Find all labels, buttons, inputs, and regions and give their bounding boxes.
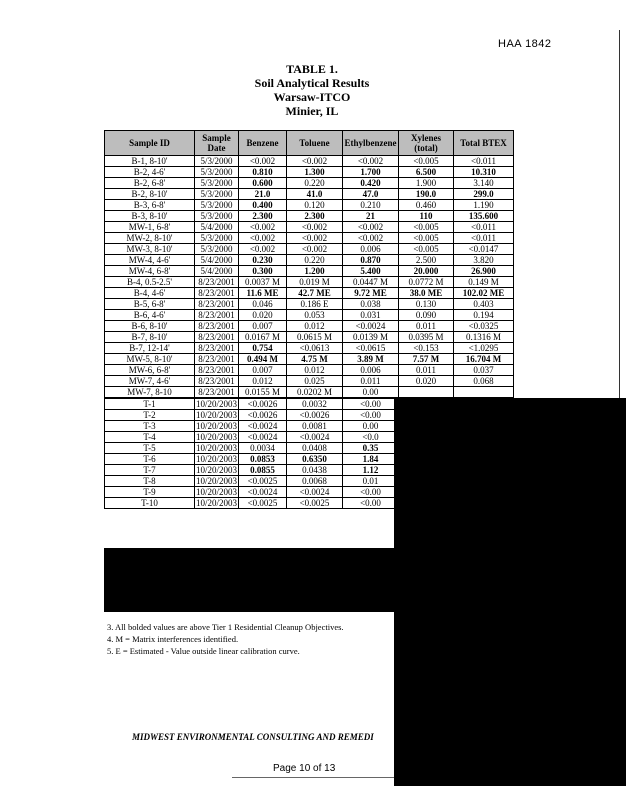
table-row xyxy=(105,365,514,376)
redaction-block-large xyxy=(394,398,626,786)
cell-sample-date: 8/23/2001 xyxy=(195,354,239,365)
cell-toluene: 0.0408 xyxy=(287,443,343,454)
cell-total-btex: 135.600 xyxy=(454,211,514,222)
cell-benzene: <0.0025 xyxy=(239,476,287,487)
cell-toluene: 0.012 xyxy=(287,321,343,332)
cell-sample-id: T-5 xyxy=(105,443,195,454)
cell-benzene: 0.754 xyxy=(239,343,287,354)
cell-sample-id: B-1, 8-10' xyxy=(105,156,195,167)
cell-sample-date: 10/20/2003 xyxy=(196,476,238,486)
cell-toluene: 0.0202 M xyxy=(287,387,343,399)
cell-sample-id: T-8 xyxy=(105,476,195,487)
cell-sample-date: 10/20/2003 xyxy=(196,432,238,442)
site-location: Minier, IL xyxy=(285,104,339,118)
cell-ethylbenzene: 3.89 M xyxy=(343,354,399,365)
note-3: 3. All bolded values are above Tier 1 Residential Cleanup Objectives. xyxy=(107,622,344,632)
table-row xyxy=(105,200,514,211)
cell-benzene: <0.002 xyxy=(239,244,287,255)
table-row xyxy=(105,376,514,387)
cell-total-btex: 102.02 ME xyxy=(454,288,514,299)
cell-total-btex: 0.1316 M xyxy=(454,332,514,343)
cell-xylenes: 0.460 xyxy=(399,200,454,211)
header-benzene: Benzene xyxy=(239,131,287,156)
cell-xylenes: <0.153 xyxy=(399,343,454,354)
cell-benzene: 0.230 xyxy=(239,255,287,266)
cell-xylenes: 1.900 xyxy=(399,178,454,189)
cell-toluene: <0.0025 xyxy=(287,498,343,509)
cell-toluene: 1.200 xyxy=(287,266,343,277)
table-header-row xyxy=(105,131,514,156)
cell-total-btex: <0.011 xyxy=(454,156,514,167)
cell-benzene: 0.0167 M xyxy=(239,332,287,343)
cell-benzene: <0.0024 xyxy=(239,487,287,498)
cell-total-btex: 0.194 xyxy=(454,310,514,321)
cell-toluene: 0.6350 xyxy=(287,454,343,465)
cell-benzene: 0.400 xyxy=(239,200,287,211)
cell-xylenes: 0.090 xyxy=(399,310,454,321)
cell-total-btex: 0.068 xyxy=(454,376,514,387)
cell-total-btex: <0.011 xyxy=(454,233,514,244)
table-row xyxy=(105,178,514,189)
cell-sample-date: 5/3/2000 xyxy=(195,211,239,222)
cell-xylenes: 2.500 xyxy=(399,255,454,266)
cell-benzene: <0.0026 xyxy=(239,398,287,410)
cell-ethylbenzene: 21 xyxy=(343,211,399,222)
cell-sample-date: 5/3/2000 xyxy=(195,167,239,178)
cell-xylenes: 0.130 xyxy=(399,299,454,310)
table-row xyxy=(105,189,514,200)
footer-company-name: MIDWEST ENVIRONMENTAL CONSULTING AND REMEDI xyxy=(132,732,374,742)
header-sample-id: Sample ID xyxy=(105,131,195,156)
cell-benzene: <0.0024 xyxy=(239,432,287,443)
header-toluene: Toluene xyxy=(287,131,343,156)
cell-benzene: 0.0155 M xyxy=(239,387,287,399)
cell-ethylbenzene: <0.002 xyxy=(343,156,399,167)
cell-sample-id: MW-5, 8-10' xyxy=(105,354,195,365)
cell-sample-date: 10/20/2003 xyxy=(196,399,238,409)
cell-benzene: 21.0 xyxy=(239,189,287,200)
cell-sample-date: 8/23/2001 xyxy=(195,288,239,299)
cell-toluene: 0.120 xyxy=(287,200,343,211)
cell-sample-date: 10/20/2003 xyxy=(196,410,238,420)
cell-sample-id: MW-1, 6-8' xyxy=(105,222,195,233)
cell-total-btex: <1.0295 xyxy=(454,343,514,354)
table-row xyxy=(105,255,514,266)
table-row xyxy=(105,233,514,244)
cell-sample-date: 5/3/2000 xyxy=(195,233,239,244)
cell-toluene: 0.0068 xyxy=(287,476,343,487)
cell-benzene: 0.0853 xyxy=(239,454,287,465)
cell-sample-id: T-4 xyxy=(105,432,195,443)
cell-toluene: 4.75 M xyxy=(287,354,343,365)
cell-sample-date: 5/4/2000 xyxy=(195,266,239,277)
cell-xylenes: 0.020 xyxy=(399,376,454,387)
cell-benzene: 0.600 xyxy=(239,178,287,189)
cell-ethylbenzene: <0.0024 xyxy=(343,321,399,332)
table-row xyxy=(105,299,514,310)
cell-ethylbenzene: <0.0 xyxy=(343,432,399,443)
cell-ethylbenzene: <0.00 xyxy=(343,398,399,410)
header-xylenes: Xylenes (total) xyxy=(399,131,454,156)
cell-toluene: 0.0438 xyxy=(287,465,343,476)
cell-ethylbenzene: <0.00 xyxy=(343,487,399,498)
cell-benzene: 0.0037 M xyxy=(239,277,287,288)
cell-toluene: 0.025 xyxy=(287,376,343,387)
cell-total-btex: <0.0147 xyxy=(454,244,514,255)
cell-ethylbenzene: 0.031 xyxy=(343,310,399,321)
cell-sample-date: 10/20/2003 xyxy=(196,421,238,431)
cell-ethylbenzene: 0.00 xyxy=(343,421,399,432)
table-row xyxy=(105,244,514,255)
cell-sample-id: MW-4, 4-6' xyxy=(105,255,195,266)
cell-sample-date: 8/23/2001 xyxy=(195,321,239,332)
cell-sample-date: 5/4/2000 xyxy=(195,255,239,266)
cell-total-btex: 0.149 M xyxy=(454,277,514,288)
cell-ethylbenzene: 0.011 xyxy=(343,376,399,387)
cell-sample-date: 10/20/2003 xyxy=(196,443,238,453)
cell-sample-id: B-2, 6-8' xyxy=(105,178,195,189)
cell-xylenes: 0.011 xyxy=(399,321,454,332)
cell-ethylbenzene: <0.002 xyxy=(343,233,399,244)
cell-toluene: <0.002 xyxy=(287,156,343,167)
cell-sample-id: B-6, 8-10' xyxy=(105,321,195,332)
cell-sample-date: 10/20/2003 xyxy=(196,498,238,508)
cell-ethylbenzene: <0.002 xyxy=(343,222,399,233)
table-title: Soil Analytical Results xyxy=(254,76,370,90)
cell-toluene: 0.186 E xyxy=(287,299,343,310)
cell-total-btex: 10.310 xyxy=(454,167,514,178)
cell-xylenes: 190.0 xyxy=(399,189,454,200)
cell-ethylbenzene: 0.006 xyxy=(343,244,399,255)
cell-total-btex: <0.0325 xyxy=(454,321,514,332)
cell-sample-id: MW-7, 8-10 xyxy=(105,387,195,399)
cell-ethylbenzene: 0.0447 M xyxy=(343,277,399,288)
cell-sample-id: B-7, 12-14' xyxy=(105,343,195,354)
cell-sample-id: T-2 xyxy=(105,410,195,421)
cell-sample-id: B-7, 8-10' xyxy=(105,332,195,343)
cell-total-btex: 0.037 xyxy=(454,365,514,376)
table-row xyxy=(105,332,514,343)
cell-ethylbenzene: 0.420 xyxy=(343,178,399,189)
cell-xylenes xyxy=(399,387,454,399)
cell-ethylbenzene: 1.700 xyxy=(343,167,399,178)
cell-toluene: 0.012 xyxy=(287,365,343,376)
cell-total-btex: 26.900 xyxy=(454,266,514,277)
note-4: 4. M = Matrix interferences identified. xyxy=(107,634,239,644)
cell-ethylbenzene: 0.35 xyxy=(343,443,399,454)
cell-xylenes: 20.000 xyxy=(399,266,454,277)
cell-sample-id: MW-3, 8-10' xyxy=(105,244,195,255)
header-ethylbenzene: Ethylbenzene xyxy=(343,131,399,156)
document-id: HAA 1842 xyxy=(498,38,552,50)
cell-benzene: 0.0855 xyxy=(239,465,287,476)
cell-benzene: 0.007 xyxy=(239,365,287,376)
cell-toluene: 0.0032 xyxy=(287,398,343,410)
cell-toluene: 0.0615 M xyxy=(287,332,343,343)
cell-sample-date: 8/23/2001 xyxy=(195,376,239,387)
table-row xyxy=(105,343,514,354)
note-5: 5. E = Estimated - Value outside linear calibration curve. xyxy=(107,646,300,656)
cell-toluene: 2.300 xyxy=(287,211,343,222)
cell-toluene: <0.002 xyxy=(287,222,343,233)
cell-benzene: 2.300 xyxy=(239,211,287,222)
cell-ethylbenzene: 0.01 xyxy=(343,476,399,487)
cell-toluene: 41.0 xyxy=(287,189,343,200)
cell-sample-date: 5/3/2000 xyxy=(195,244,239,255)
cell-sample-date: 8/23/2001 xyxy=(195,387,239,399)
cell-sample-date: 8/23/2001 xyxy=(195,277,239,288)
cell-xylenes: 6.500 xyxy=(399,167,454,178)
cell-xylenes: 38.0 ME xyxy=(399,288,454,299)
cell-total-btex: 16.704 M xyxy=(454,354,514,365)
cell-sample-date: 8/23/2001 xyxy=(195,299,239,310)
cell-sample-id: T-10 xyxy=(105,498,195,509)
table-row xyxy=(105,277,514,288)
cell-xylenes: 0.011 xyxy=(399,365,454,376)
cell-benzene: 0.810 xyxy=(239,167,287,178)
cell-toluene: 0.019 M xyxy=(287,277,343,288)
cell-total-btex: 0.403 xyxy=(454,299,514,310)
site-name: Warsaw-ITCO xyxy=(273,90,351,104)
cell-benzene: <0.0026 xyxy=(239,410,287,421)
table-row xyxy=(105,321,514,332)
cell-sample-id: B-3, 6-8' xyxy=(105,200,195,211)
cell-ethylbenzene: 0.870 xyxy=(343,255,399,266)
cell-ethylbenzene: 1.12 xyxy=(343,465,399,476)
cell-ethylbenzene: 0.038 xyxy=(343,299,399,310)
cell-xylenes: 110 xyxy=(399,211,454,222)
cell-sample-id: T-3 xyxy=(105,421,195,432)
cell-benzene: 0.012 xyxy=(239,376,287,387)
cell-xylenes: <0.005 xyxy=(399,222,454,233)
cell-sample-date: 5/3/2000 xyxy=(195,200,239,211)
cell-sample-id: MW-6, 6-8' xyxy=(105,365,195,376)
cell-total-btex: 1.190 xyxy=(454,200,514,211)
cell-toluene: 0.0081 xyxy=(287,421,343,432)
cell-sample-date: 8/23/2001 xyxy=(195,310,239,321)
cell-toluene: <0.0026 xyxy=(287,410,343,421)
cell-total-btex: 3.820 xyxy=(454,255,514,266)
cell-benzene: <0.002 xyxy=(239,156,287,167)
cell-sample-date: 5/3/2000 xyxy=(195,189,239,200)
cell-total-btex: <0.011 xyxy=(454,222,514,233)
cell-sample-id: B-4, 0.5-2.5' xyxy=(105,277,195,288)
cell-toluene: <0.0024 xyxy=(287,432,343,443)
cell-toluene: <0.002 xyxy=(287,233,343,244)
cell-ethylbenzene: 47.0 xyxy=(343,189,399,200)
cell-sample-id: MW-4, 6-8' xyxy=(105,266,195,277)
table-row xyxy=(105,222,514,233)
table-notes xyxy=(107,621,344,657)
table-number: TABLE 1. xyxy=(286,62,338,76)
table-row xyxy=(105,211,514,222)
page-number: Page 10 of 13 xyxy=(273,763,336,774)
cell-total-btex: 3.140 xyxy=(454,178,514,189)
cell-sample-date: 10/20/2003 xyxy=(196,465,238,475)
cell-ethylbenzene: 1.84 xyxy=(343,454,399,465)
cell-xylenes: 0.0395 M xyxy=(399,332,454,343)
cell-sample-id: B-2, 4-6' xyxy=(105,167,195,178)
cell-benzene: 0.300 xyxy=(239,266,287,277)
cell-xylenes: <0.005 xyxy=(399,156,454,167)
cell-sample-id: T-6 xyxy=(105,454,195,465)
cell-toluene: 0.220 xyxy=(287,255,343,266)
cell-sample-id: T-1 xyxy=(105,398,195,410)
cell-sample-id: MW-7, 4-6' xyxy=(105,376,195,387)
cell-total-btex: 299.0 xyxy=(454,189,514,200)
cell-sample-date: 10/20/2003 xyxy=(196,487,238,497)
cell-sample-id: T-9 xyxy=(105,487,195,498)
cell-toluene: 42.7 ME xyxy=(287,288,343,299)
cell-ethylbenzene: <0.00 xyxy=(343,410,399,421)
cell-ethylbenzene: 9.72 ME xyxy=(343,288,399,299)
cell-ethylbenzene: 0.210 xyxy=(343,200,399,211)
cell-sample-date: 5/3/2000 xyxy=(195,156,239,167)
cell-ethylbenzene: 5.400 xyxy=(343,266,399,277)
cell-ethylbenzene: <0.0615 xyxy=(343,343,399,354)
cell-xylenes: <0.005 xyxy=(399,244,454,255)
cell-xylenes: 0.0772 M xyxy=(399,277,454,288)
cell-xylenes: 7.57 M xyxy=(399,354,454,365)
cell-sample-id: B-3, 8-10' xyxy=(105,211,195,222)
cell-sample-date: 8/23/2001 xyxy=(195,365,239,376)
cell-sample-id: B-4, 4-6' xyxy=(105,288,195,299)
table-row xyxy=(105,310,514,321)
cell-benzene: <0.002 xyxy=(239,222,287,233)
cell-benzene: 0.007 xyxy=(239,321,287,332)
table-row xyxy=(105,266,514,277)
header-total-btex: Total BTEX xyxy=(454,131,514,156)
cell-ethylbenzene: 0.006 xyxy=(343,365,399,376)
footer-rule xyxy=(232,777,394,778)
cell-ethylbenzene: 0.0139 M xyxy=(343,332,399,343)
table-row xyxy=(105,156,514,167)
cell-sample-date: 8/23/2001 xyxy=(195,332,239,343)
cell-sample-id: B-6, 4-6' xyxy=(105,310,195,321)
cell-toluene: 0.220 xyxy=(287,178,343,189)
cell-ethylbenzene: <0.00 xyxy=(343,498,399,509)
cell-benzene: 11.6 ME xyxy=(239,288,287,299)
cell-total-btex xyxy=(454,387,514,399)
cell-toluene: 0.053 xyxy=(287,310,343,321)
redaction-block xyxy=(104,548,404,612)
table-row xyxy=(105,387,514,399)
cell-sample-id: B-2, 8-10' xyxy=(105,189,195,200)
cell-sample-date: 10/20/2003 xyxy=(196,454,238,464)
cell-toluene: <0.0613 xyxy=(287,343,343,354)
cell-sample-id: B-5, 6-8' xyxy=(105,299,195,310)
cell-xylenes: <0.005 xyxy=(399,233,454,244)
cell-sample-date: 5/3/2000 xyxy=(195,178,239,189)
cell-toluene: <0.0024 xyxy=(287,487,343,498)
cell-toluene: 1.300 xyxy=(287,167,343,178)
cell-benzene: <0.0025 xyxy=(239,498,287,509)
cell-toluene: <0.002 xyxy=(287,244,343,255)
cell-benzene: <0.002 xyxy=(239,233,287,244)
cell-ethylbenzene: 0.00 xyxy=(343,387,399,399)
cell-benzene: 0.020 xyxy=(239,310,287,321)
table-row xyxy=(105,167,514,178)
table-row xyxy=(105,354,514,365)
header-sample-date: Sample Date xyxy=(195,131,239,156)
cell-sample-id: T-7 xyxy=(105,465,195,476)
table-row xyxy=(105,288,514,299)
cell-sample-date: 5/4/2000 xyxy=(195,222,239,233)
cell-benzene: <0.0024 xyxy=(239,421,287,432)
cell-sample-date: 8/23/2001 xyxy=(195,343,239,354)
table-title-block xyxy=(200,62,424,118)
cell-benzene: 0.046 xyxy=(239,299,287,310)
cell-sample-id: MW-2, 8-10' xyxy=(105,233,195,244)
cell-benzene: 0.0034 xyxy=(239,443,287,454)
cell-benzene: 0.494 M xyxy=(239,354,287,365)
